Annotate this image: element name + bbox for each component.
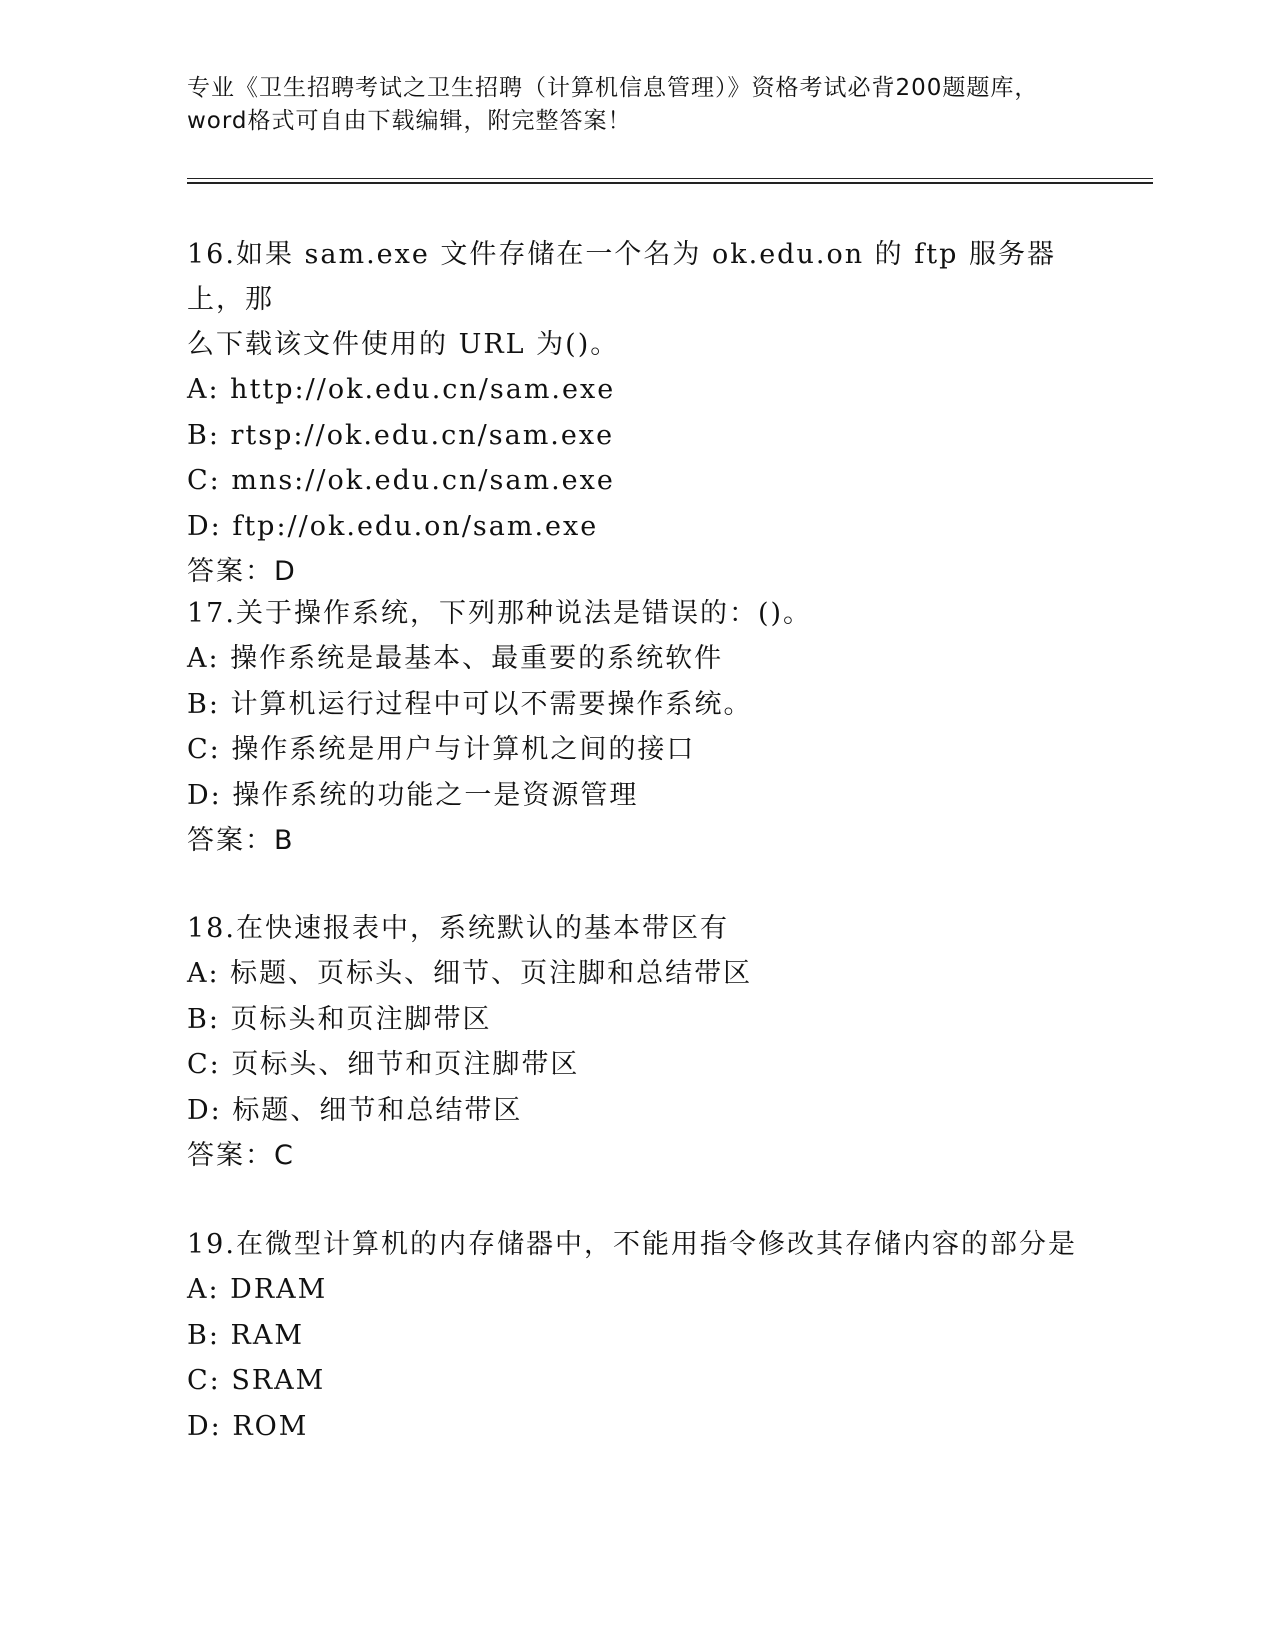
option-a: A: 标题、页标头、细节、页注脚和总结带区 bbox=[187, 958, 753, 989]
answer: 答案：C bbox=[187, 1140, 295, 1171]
answer: 答案：D bbox=[187, 556, 297, 587]
question-stem-continued: 么下载该文件使用的 URL 为()。 bbox=[187, 329, 620, 360]
option-c: C: mns://ok.edu.cn/sam.exe bbox=[187, 465, 615, 496]
option-d: D: 标题、细节和总结带区 bbox=[187, 1094, 523, 1126]
option-d: D: ftp://ok.edu.on/sam.exe bbox=[187, 510, 599, 542]
question-stem: 17.关于操作系统，下列那种说法是错误的：()。 bbox=[187, 598, 813, 629]
option-d: D: 操作系统的功能之一是资源管理 bbox=[187, 779, 639, 811]
question-stem: 18.在快速报表中，系统默认的基本带区有 bbox=[187, 913, 729, 944]
option-a: A: DRAM bbox=[187, 1274, 328, 1305]
answer: 答案：B bbox=[187, 825, 295, 856]
question-stem: 16.如果 sam.exe 文件存储在一个名为 ok.edu.on 的 ftp 服务器上，那 bbox=[187, 239, 1056, 315]
option-b: B: rtsp://ok.edu.cn/sam.exe bbox=[187, 419, 615, 451]
question-16 bbox=[187, 232, 1087, 594]
header-line-1: 专业《卫生招聘考试之卫生招聘（计算机信息管理）》资格考试必背200题题库， bbox=[187, 75, 1039, 101]
question-18 bbox=[187, 906, 1087, 1178]
option-b: B: 计算机运行过程中可以不需要操作系统。 bbox=[187, 688, 753, 720]
option-a: A: http://ok.edu.cn/sam.exe bbox=[187, 374, 616, 405]
question-19 bbox=[187, 1222, 1087, 1449]
option-c: C: 操作系统是用户与计算机之间的接口 bbox=[187, 734, 696, 765]
option-b: B: 页标头和页注脚带区 bbox=[187, 1003, 492, 1035]
option-b: B: RAM bbox=[187, 1319, 304, 1351]
question-17 bbox=[187, 591, 1087, 863]
option-c: C: 页标头、细节和页注脚带区 bbox=[187, 1049, 580, 1080]
header-line-2: word格式可自由下载编辑，附完整答案！ bbox=[187, 108, 632, 134]
header-divider bbox=[187, 178, 1153, 184]
question-stem: 19.在微型计算机的内存储器中，不能用指令修改其存储内容的部分是 bbox=[187, 1229, 1077, 1260]
option-c: C: SRAM bbox=[187, 1365, 326, 1396]
option-d: D: ROM bbox=[187, 1410, 309, 1442]
option-a: A: 操作系统是最基本、最重要的系统软件 bbox=[187, 643, 724, 674]
document-header bbox=[187, 72, 1087, 138]
